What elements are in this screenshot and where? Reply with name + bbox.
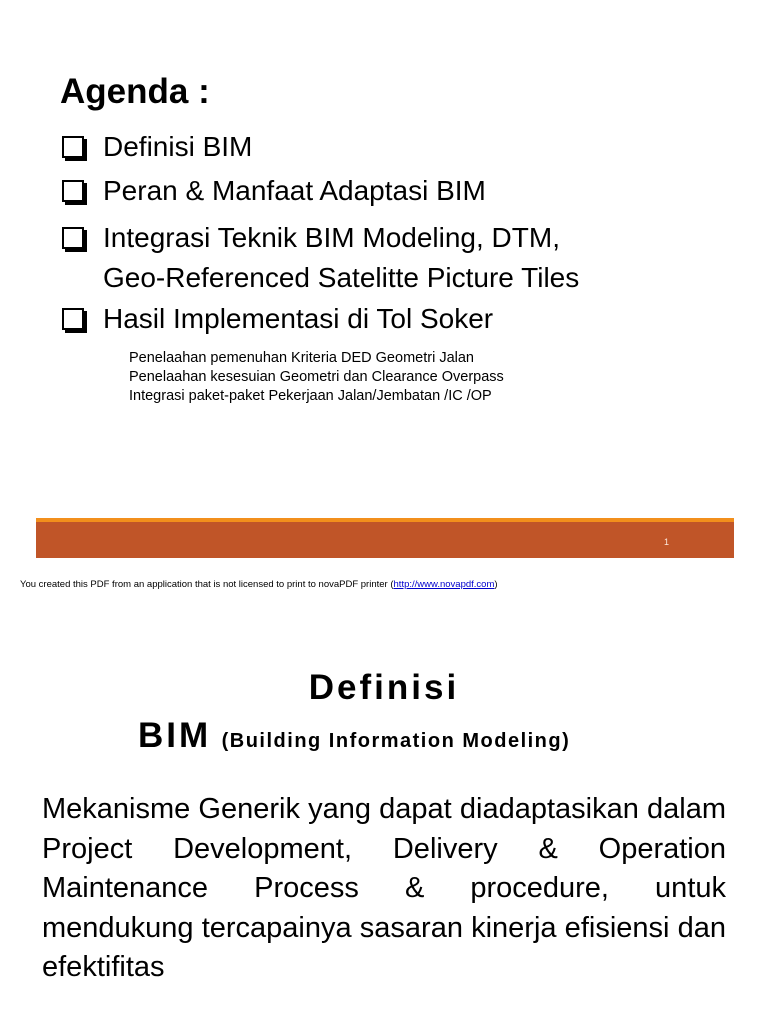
sub-item: Penelaahan kesesuian Geometri dan Clearance Overpass	[129, 369, 504, 385]
license-notice	[20, 579, 498, 590]
agenda-item-label: Integrasi Teknik BIM Modeling, DTM, Geo-Referenced Satelitte Picture Tiles	[103, 222, 580, 293]
bim-label: BIM	[138, 716, 212, 755]
checkbox-icon	[62, 227, 84, 249]
page-number: 1	[664, 537, 670, 547]
checkbox-icon	[62, 308, 84, 330]
notice-prefix: You created this PDF from an application that is not licensed to print to novaPDF printer (	[20, 579, 394, 590]
sub-item: Penelaahan pemenuhan Kriteria DED Geometri Jalan	[129, 350, 474, 366]
agenda-item-hasil	[62, 302, 742, 336]
agenda-sub-list	[129, 349, 504, 406]
checkbox-icon	[62, 136, 84, 158]
agenda-item-definisi	[62, 130, 742, 164]
sub-item: Integrasi paket-paket Pekerjaan Jalan/Jembatan /IC /OP	[129, 388, 492, 404]
agenda-item-label: Hasil Implementasi di Tol Soker	[103, 303, 494, 334]
agenda-list	[62, 130, 742, 346]
agenda-item-label: Peran & Manfaat Adaptasi BIM	[103, 175, 486, 206]
definition-body: Mekanisme Generik yang dapat diadaptasikan dalam Project Development, Delivery & Operation Maintenance Process & procedure, untuk mendukung tercapainya sasaran kinerja efisiensi dan efektifitas	[42, 793, 726, 983]
notice-suffix: )	[494, 579, 498, 590]
agenda-item-integrasi	[62, 218, 742, 298]
bim-heading	[138, 716, 570, 756]
checkbox-icon	[62, 180, 84, 202]
agenda-item-peran	[62, 174, 742, 208]
agenda-item-label: Definisi BIM	[103, 131, 253, 162]
bim-expansion: (Building Information Modeling)	[221, 730, 571, 752]
footer-bar	[36, 522, 734, 558]
agenda-title: Agenda :	[60, 72, 210, 111]
definition-title: Definisi	[308, 668, 460, 707]
novapdf-link[interactable]: http://www.novapdf.com	[393, 579, 495, 590]
